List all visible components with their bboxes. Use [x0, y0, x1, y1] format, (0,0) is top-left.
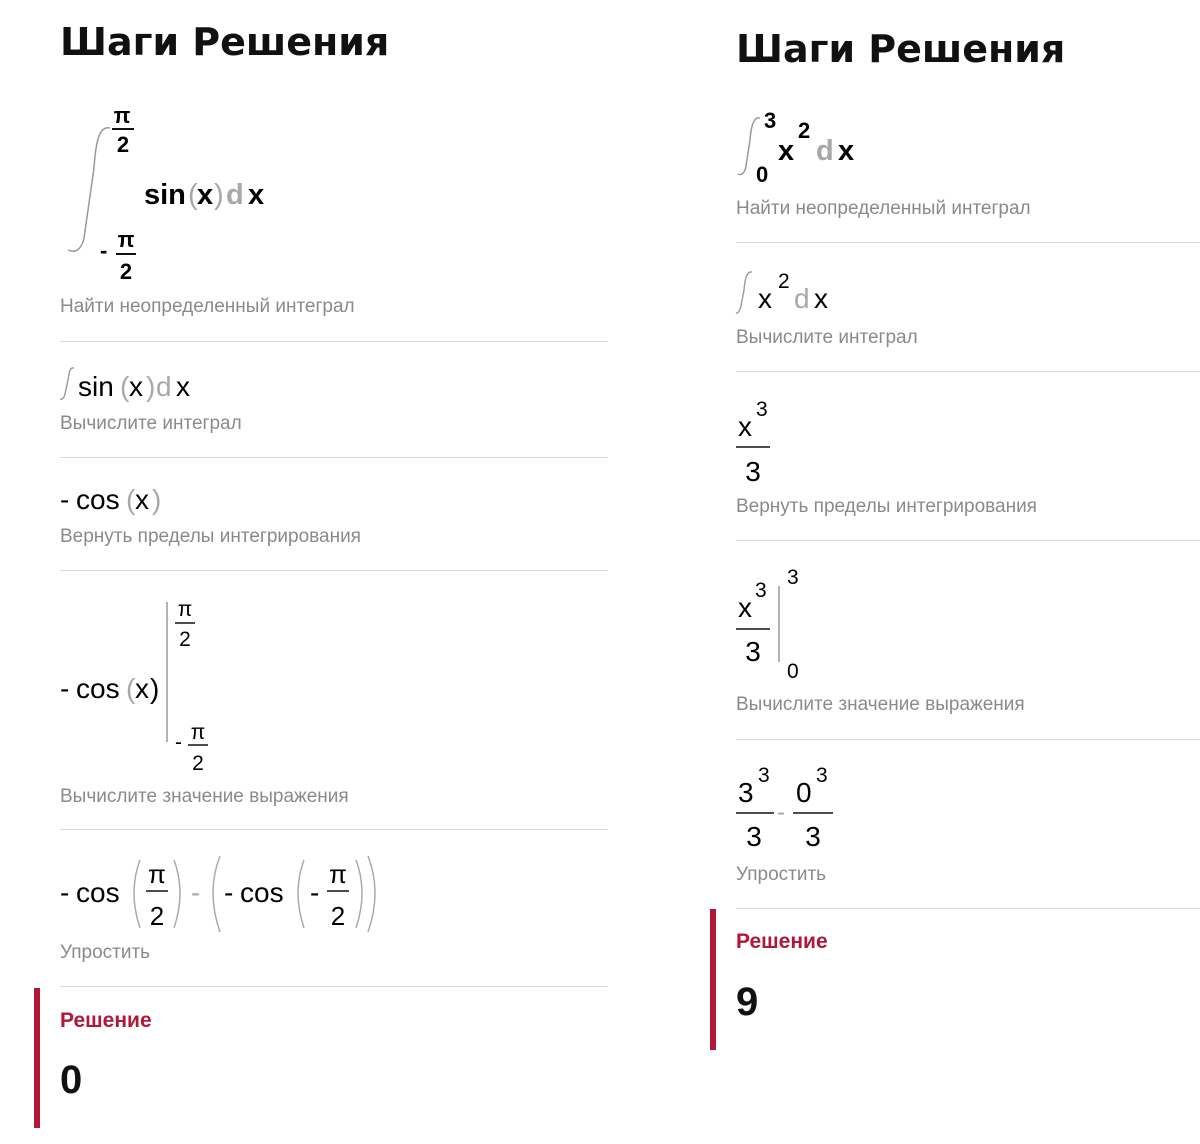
svg-text:2: 2: [179, 628, 191, 651]
svg-text:-: -: [310, 877, 320, 908]
divider: [736, 540, 1200, 541]
svg-text:sin: sin: [78, 371, 114, 402]
step-5-expression: [736, 760, 856, 860]
divider: [736, 739, 1200, 740]
steps-title: Шаги Решения: [60, 20, 390, 64]
svg-text:x: x: [738, 592, 752, 623]
svg-text:x: x: [135, 673, 149, 704]
step-5-label: Упростить: [60, 942, 151, 963]
svg-text:2: 2: [119, 259, 133, 284]
svg-text:cos: cos: [76, 484, 120, 515]
svg-text:-: -: [100, 238, 108, 263]
svg-text:x: x: [197, 179, 214, 211]
svg-text:3: 3: [758, 764, 770, 787]
svg-text:-: -: [191, 877, 201, 908]
svg-text:x: x: [838, 135, 855, 167]
steps-title: Шаги Решения: [736, 27, 1066, 71]
solution-accent-bar: [710, 909, 716, 1050]
step-2-label: Вычислите интеграл: [736, 327, 918, 348]
step-4-label: Вычислите значение выражения: [736, 694, 1025, 715]
svg-text:x: x: [738, 411, 752, 442]
solution-value: 9: [736, 980, 759, 1024]
svg-text:-: -: [777, 799, 785, 826]
svg-text:cos: cos: [76, 877, 120, 908]
step-4-expression: [736, 562, 856, 686]
step-1-expression: [736, 104, 896, 188]
svg-text:d: d: [226, 179, 244, 211]
step-2-expression: [60, 362, 260, 406]
svg-text:sin: sin: [144, 179, 186, 211]
divider: [736, 908, 1200, 909]
divider: [736, 371, 1200, 372]
step-2-label: Вычислите интеграл: [60, 413, 242, 434]
divider: [60, 570, 608, 571]
solution-value: 0: [60, 1058, 83, 1102]
svg-text:-: -: [224, 877, 234, 908]
svg-text:3: 3: [755, 579, 767, 602]
solution-accent-bar: [34, 988, 40, 1128]
svg-text:): ): [152, 484, 162, 515]
svg-text:-: -: [60, 877, 70, 908]
svg-text:3: 3: [745, 456, 761, 487]
divider: [60, 457, 608, 458]
step-1-label: Найти неопределенный интеграл: [736, 198, 1031, 219]
solution-title: Решение: [736, 930, 828, 953]
step-5-expression: [60, 852, 400, 936]
svg-text:π: π: [117, 227, 135, 252]
svg-text:2: 2: [192, 752, 204, 775]
step-4-label: Вычислите значение выражения: [60, 786, 349, 807]
svg-text:0: 0: [796, 777, 812, 808]
svg-text:x: x: [778, 135, 795, 167]
step-4-expression: [60, 592, 260, 782]
svg-text:3: 3: [816, 764, 828, 787]
divider: [60, 986, 608, 987]
divider: [60, 829, 608, 830]
svg-text:(: (: [126, 484, 136, 515]
svg-text:x: x: [176, 371, 190, 402]
svg-text:3: 3: [746, 821, 762, 852]
step-3-expression: [736, 392, 816, 492]
svg-text:0: 0: [787, 660, 799, 683]
svg-text:(: (: [188, 179, 198, 211]
svg-text:π: π: [329, 859, 347, 889]
svg-text:x: x: [135, 484, 149, 515]
svg-text:cos: cos: [240, 877, 284, 908]
step-3-expression: [60, 478, 260, 522]
svg-text:π: π: [113, 103, 131, 128]
step-3-label: Вернуть пределы интегрирования: [60, 526, 361, 547]
svg-text:-: -: [175, 731, 182, 754]
svg-text:): ): [146, 371, 156, 402]
svg-text:d: d: [794, 283, 810, 314]
svg-text:): ): [150, 673, 160, 704]
svg-text:3: 3: [787, 566, 799, 589]
svg-text:π: π: [177, 598, 193, 621]
svg-text:d: d: [156, 371, 172, 402]
svg-text:): ): [214, 179, 224, 211]
step-1-label: Найти неопределенный интеграл: [60, 296, 355, 317]
svg-text:2: 2: [330, 901, 346, 931]
solution-title: Решение: [60, 1009, 152, 1032]
svg-text:d: d: [816, 135, 834, 167]
svg-text:3: 3: [745, 636, 761, 667]
svg-text:-: -: [60, 673, 70, 704]
svg-text:3: 3: [805, 821, 821, 852]
step-2-expression: [736, 264, 876, 320]
svg-text:(: (: [120, 371, 130, 402]
svg-text:0: 0: [756, 162, 769, 187]
svg-text:x: x: [814, 283, 828, 314]
svg-text:2: 2: [798, 118, 811, 143]
step-5-label: Упростить: [736, 864, 827, 885]
step-3-label: Вернуть пределы интегрирования: [736, 496, 1037, 517]
divider: [60, 341, 608, 342]
step-1-expression: [60, 98, 320, 288]
svg-text:x: x: [758, 283, 772, 314]
svg-text:2: 2: [116, 132, 130, 157]
svg-text:π: π: [148, 859, 166, 889]
svg-text:(: (: [126, 673, 136, 704]
svg-text:3: 3: [764, 108, 777, 133]
svg-text:-: -: [60, 484, 70, 515]
svg-text:cos: cos: [76, 673, 120, 704]
svg-text:π: π: [190, 721, 206, 744]
svg-text:3: 3: [738, 777, 754, 808]
svg-text:2: 2: [149, 901, 165, 931]
divider: [736, 242, 1200, 243]
svg-text:2: 2: [778, 270, 790, 293]
svg-text:3: 3: [756, 398, 768, 421]
svg-text:x: x: [129, 371, 143, 402]
svg-text:x: x: [248, 179, 265, 211]
